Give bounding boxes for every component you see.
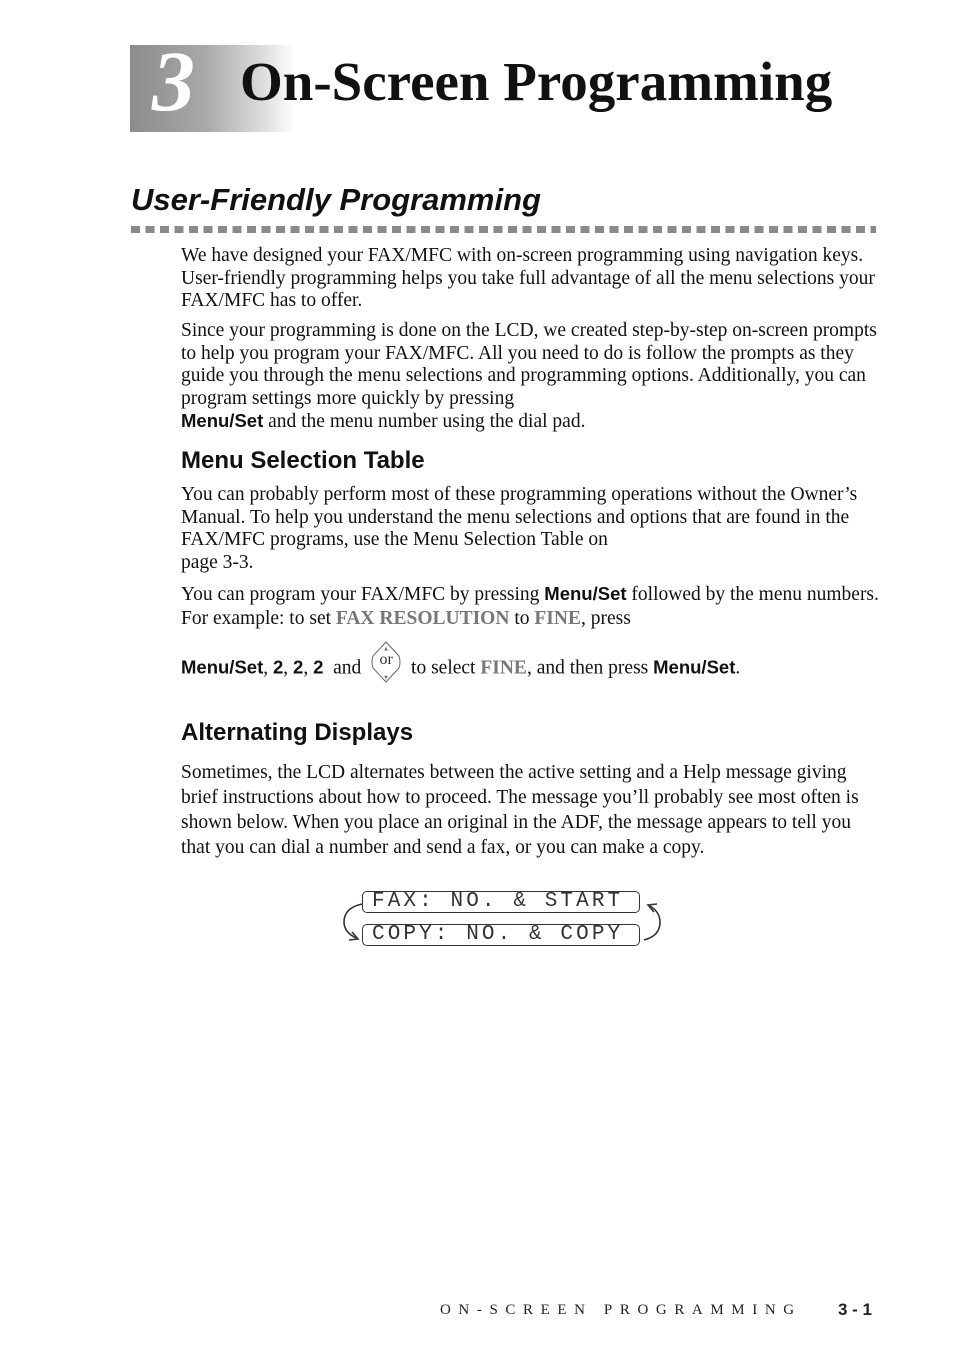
chapter-title: On-Screen Programming xyxy=(240,51,833,112)
setting-name: FAX RESOLUTION xyxy=(335,608,510,629)
menu-selection-paragraph: You can probably perform most of these programming operations without the Owner’s Manual. To help you understand the menu selections and options that are found in the FAX/MFC programs, use the Menu Selection Table on page 3-3. xyxy=(181,484,858,573)
alternating-arrows-icon xyxy=(338,896,668,948)
menu-set-key: Menu/Set xyxy=(181,656,264,678)
svg-text:▼: ▼ xyxy=(384,675,389,681)
menu-example-paragraph: You can program your FAX/MFC by pressing Menu/Set followed by the menu numbers. For example: to set FAX RESOLUTION to FINE, press xyxy=(181,583,879,629)
setting-value: FINE xyxy=(534,608,581,629)
dial-key-2: 2 xyxy=(313,656,324,678)
menu-set-key-ref: Menu/Set xyxy=(544,583,627,604)
navigation-keys-icon xyxy=(370,638,402,686)
footer-chapter-label: ON-SCREEN PROGRAMMING xyxy=(440,1302,802,1318)
page-number: 3 - 1 xyxy=(838,1300,873,1319)
lcd-programming-paragraph: Since your programming is done on the LCD, we created step-by-step on-screen prompts to help you program your FAX/MFC. All you need to do is follow the prompts as they guide you through the menu selections and programming options. Additionally, you can program settings more quickly by pressing Menu/Set and the menu number using the dial pad. xyxy=(181,320,877,433)
chapter-number: 3 xyxy=(152,33,195,129)
menu-selection-heading: Menu Selection Table xyxy=(181,447,425,474)
menu-set-key: Menu/Set xyxy=(653,656,736,678)
svg-text:▲: ▲ xyxy=(384,646,389,652)
section-divider xyxy=(131,226,876,233)
lcd-display-line-1: FAX: NO. & START xyxy=(362,891,640,913)
setting-value: FINE xyxy=(480,657,527,679)
page-reference: page 3-3. xyxy=(181,551,254,573)
or-label: or xyxy=(379,651,393,668)
alternating-displays-heading: Alternating Displays xyxy=(181,719,414,746)
section-title: User-Friendly Programming xyxy=(131,182,541,217)
dial-key-2: 2 xyxy=(272,656,284,678)
key-sequence: Menu/Set, 2, 2, 2 and ▲ ▼ or to select FINE, and then press Menu/Set. xyxy=(181,652,740,676)
lcd-display-line-2: COPY: NO. & COPY xyxy=(362,924,640,946)
menu-set-key-ref: Menu/Set xyxy=(181,410,264,432)
alternating-displays-paragraph: Sometimes, the LCD alternates between the active setting and a Help message giving brief instructions about how to proceed. The message you’ll probably see most often is shown below. When you place an original in the ADF, the message appears to tell you that you can dial a number and send a fax, or you can make a copy. xyxy=(181,762,859,858)
dial-key-2: 2 xyxy=(293,656,304,678)
intro-paragraph: We have designed your FAX/MFC with on-screen programming using navigation keys. User-friendly programming helps you take full advantage of all the menu selections your FAX/MFC has to offer. xyxy=(181,245,875,312)
